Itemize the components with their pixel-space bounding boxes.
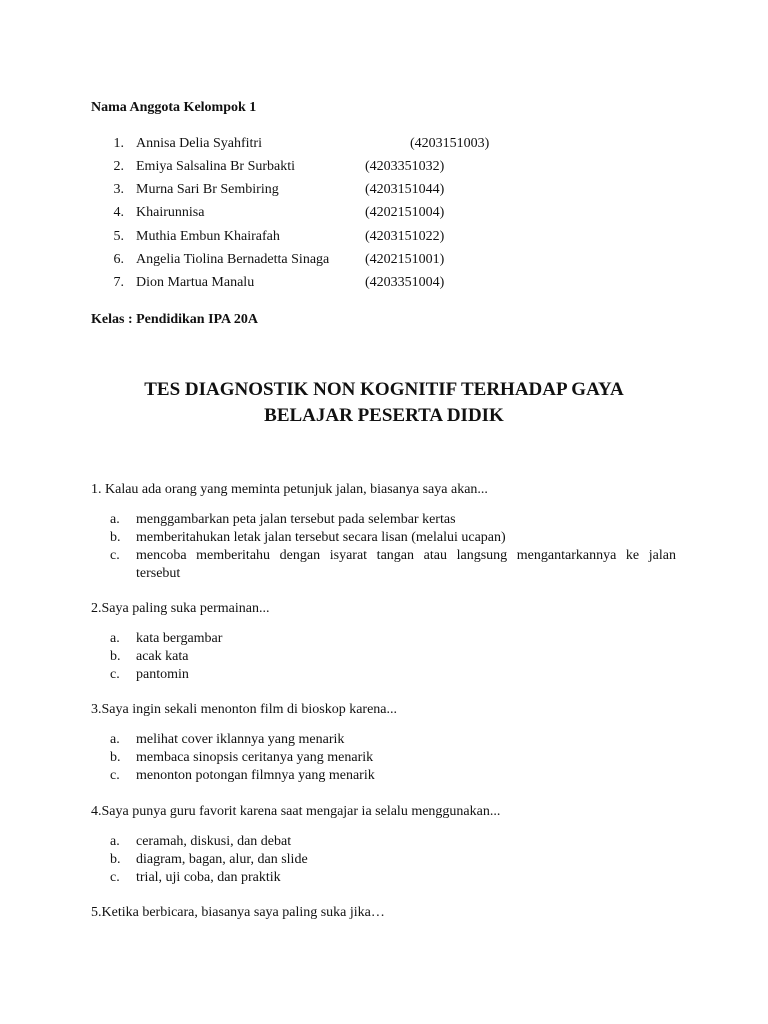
member-number: 7. — [113, 275, 124, 290]
class-line: Kelas : Pendidikan IPA 20A — [91, 312, 258, 327]
option-text: acak kata — [136, 649, 189, 664]
member-nim: (4203151044) — [365, 182, 445, 197]
document-title-line-1: TES DIAGNOSTIK NON KOGNITIF TERHADAP GAYA — [144, 379, 624, 400]
option-text: kata bergambar — [136, 631, 223, 646]
question-text: 3.Saya ingin sekali menonton film di bioskop karena... — [91, 702, 398, 717]
option-letter: b. — [110, 750, 121, 765]
question-text: 5.Ketika berbicara, biasanya saya paling suka jika… — [91, 905, 385, 920]
option-letter: b. — [110, 530, 121, 545]
member-number: 2. — [113, 159, 124, 174]
member-name: Annisa Delia Syahfitri — [136, 136, 262, 151]
member-name: Muthia Embun Khairafah — [136, 229, 280, 244]
option-letter: a. — [110, 631, 120, 646]
member-name: Khairunnisa — [136, 205, 205, 220]
group-heading: Nama Anggota Kelompok 1 — [91, 100, 257, 115]
option-text: pantomin — [136, 667, 189, 682]
option-text: ceramah, diskusi, dan debat — [136, 834, 292, 849]
option-text: menggambarkan peta jalan tersebut pada selembar kertas — [136, 512, 456, 527]
question-text: 1. Kalau ada orang yang meminta petunjuk jalan, biasanya saya akan... — [91, 482, 488, 497]
option-text: mencoba memberitahu dengan isyarat tangan atau langsung mengantarkannya ke jalan — [136, 548, 676, 563]
option-text: menonton potongan filmnya yang menarik — [136, 768, 375, 783]
question-text: 4.Saya punya guru favorit karena saat mengajar ia selalu menggunakan... — [91, 804, 501, 819]
member-name: Angelia Tiolina Bernadetta Sinaga — [136, 252, 330, 267]
option-letter: b. — [110, 852, 121, 867]
option-text: memberitahukan letak jalan tersebut secara lisan (melalui ucapan) — [136, 530, 506, 545]
member-number: 4. — [113, 205, 124, 220]
option-letter: b. — [110, 649, 121, 664]
document-title-line-2: BELAJAR PESERTA DIDIK — [264, 405, 504, 426]
member-nim: (4203151003) — [410, 136, 490, 151]
option-letter: a. — [110, 834, 120, 849]
option-letter: c. — [110, 768, 120, 783]
member-nim: (4203351004) — [365, 275, 445, 290]
member-name: Emiya Salsalina Br Surbakti — [136, 159, 296, 174]
member-nim: (4203151022) — [365, 229, 445, 244]
option-letter: c. — [110, 870, 120, 885]
member-nim: (4202151004) — [365, 205, 445, 220]
option-letter: c. — [110, 667, 120, 682]
option-text: membaca sinopsis ceritanya yang menarik — [136, 750, 374, 765]
option-text: trial, uji coba, dan praktik — [136, 870, 281, 885]
member-nim: (4202151001) — [365, 252, 445, 267]
option-letter: c. — [110, 548, 120, 563]
question-text: 2.Saya paling suka permainan... — [91, 601, 270, 616]
option-text: diagram, bagan, alur, dan slide — [136, 852, 308, 867]
option-letter: a. — [110, 512, 120, 527]
member-name: Dion Martua Manalu — [136, 275, 255, 290]
member-name: Murna Sari Br Sembiring — [136, 182, 279, 197]
member-number: 5. — [113, 229, 124, 244]
option-text: melihat cover iklannya yang menarik — [136, 732, 345, 747]
member-number: 6. — [113, 252, 124, 267]
option-text-continuation: tersebut — [136, 566, 181, 581]
member-number: 3. — [113, 182, 124, 197]
option-letter: a. — [110, 732, 120, 747]
member-nim: (4203351032) — [365, 159, 445, 174]
member-number: 1. — [113, 136, 124, 151]
